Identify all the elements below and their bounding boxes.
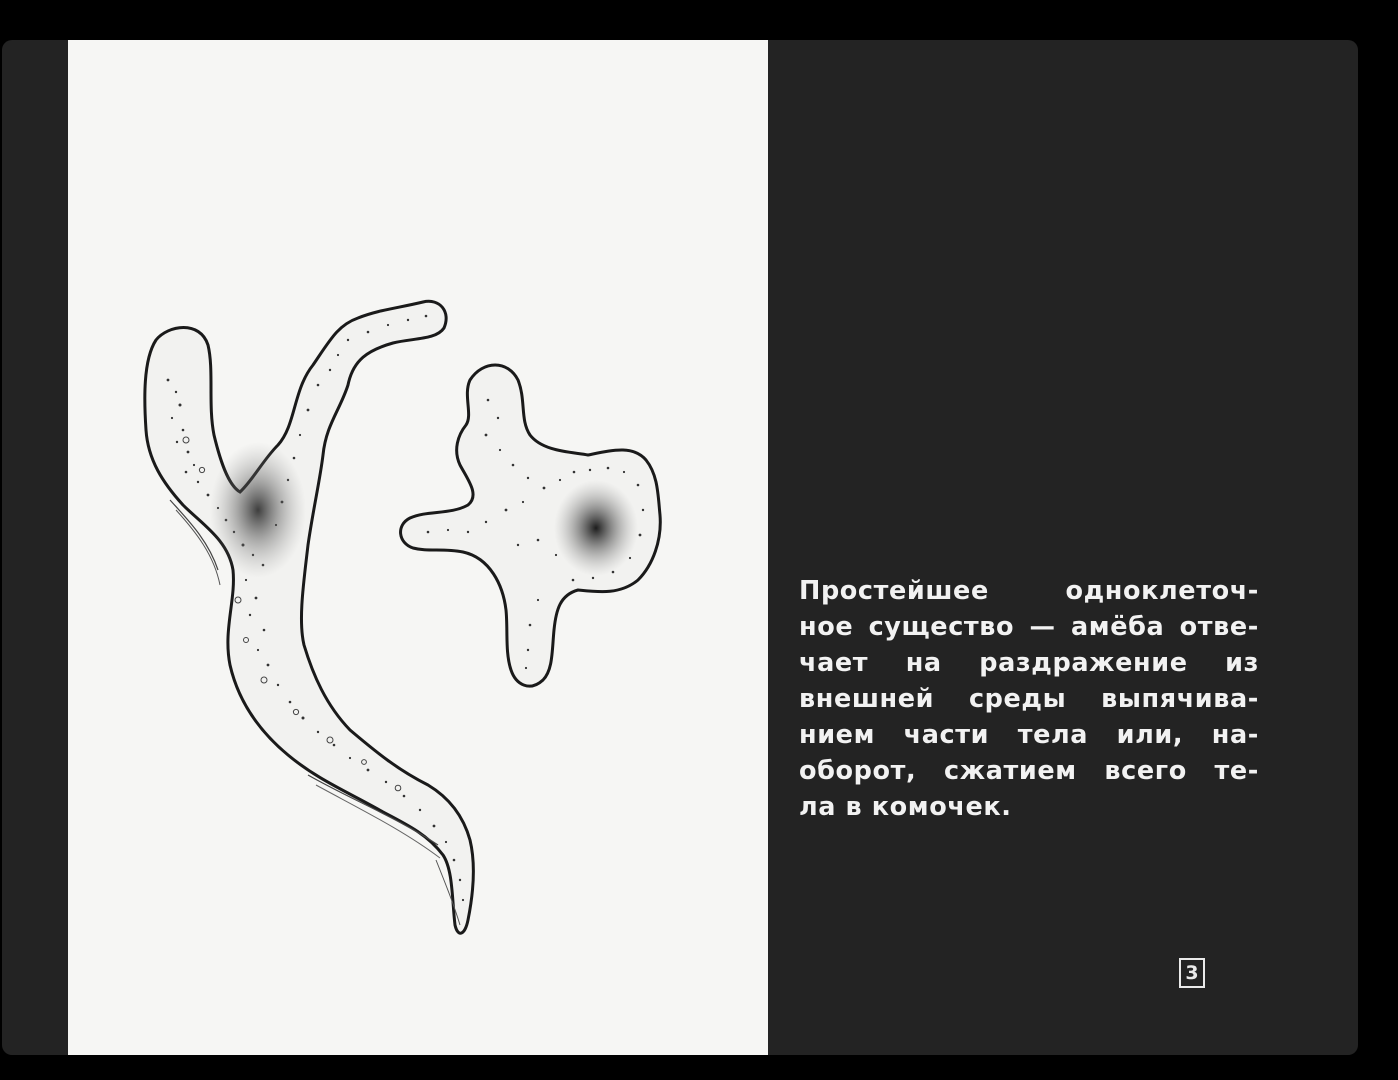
- caption-line: ное существо — амёба отве-: [799, 612, 1259, 642]
- filmstrip-slide: [2, 40, 1358, 1055]
- page-number-badge: 3: [1179, 958, 1205, 988]
- nucleus-elongated: [210, 442, 306, 578]
- caption-line: нием части тела или, на-: [799, 720, 1259, 750]
- caption-line: ла в комочек.: [799, 792, 1012, 822]
- caption-line: внешней среды выпячива-: [799, 684, 1259, 714]
- caption-line: оборот, сжатием всего те-: [799, 756, 1259, 786]
- nucleus-compact: [554, 480, 638, 576]
- caption-text: [799, 573, 1259, 825]
- amoeba-illustration: [68, 40, 768, 1055]
- caption-line: Простейшее одноклеточ-: [799, 576, 1259, 606]
- illustration-panel: [68, 40, 768, 1055]
- caption-line: чает на раздражение из: [799, 648, 1259, 678]
- elongated-amoeba: [145, 301, 474, 933]
